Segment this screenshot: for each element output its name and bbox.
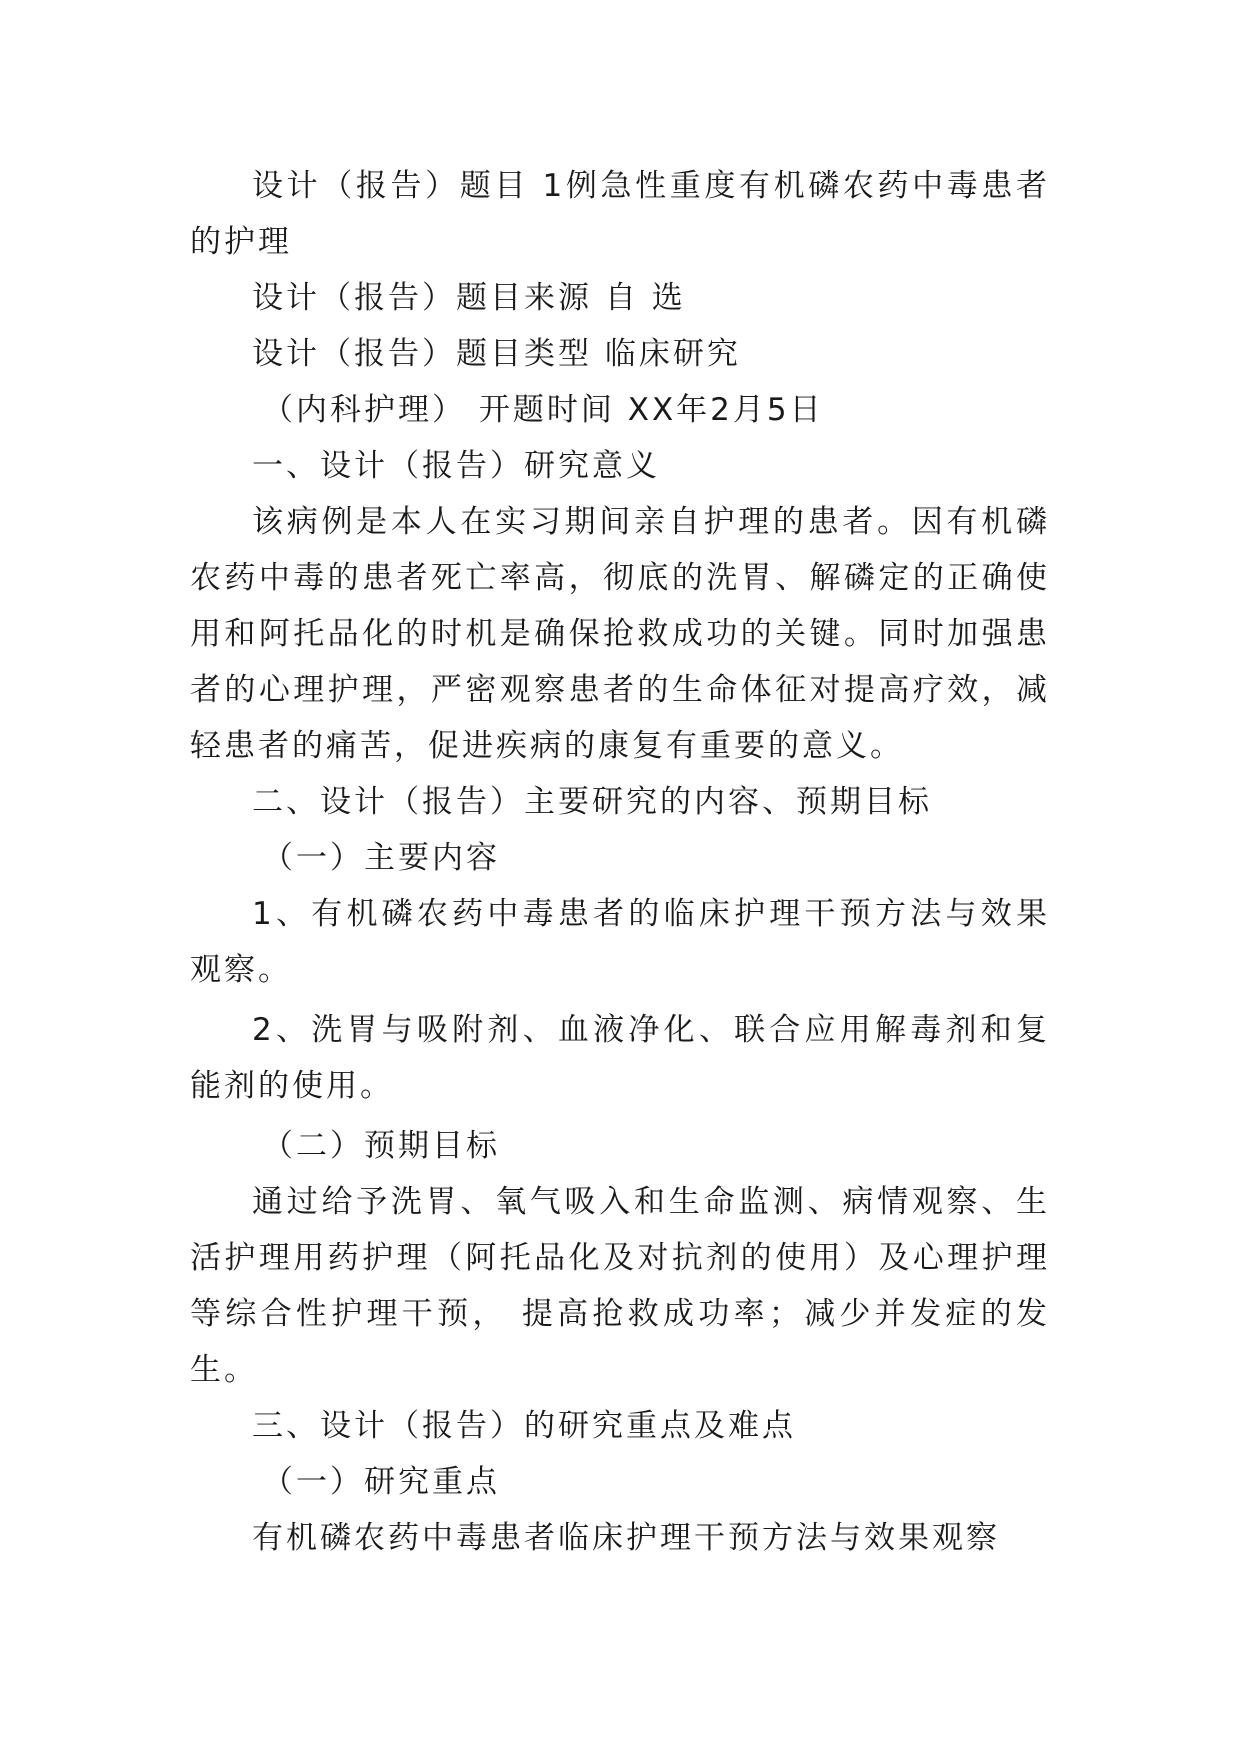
content-item-2: 2、洗胃与吸附剂、血液净化、联合应用解毒剂和复能剂的使用。 (190, 1012, 1050, 1104)
significance-paragraph: 该病例是本人在实习期间亲自护理的患者。因有机磷农药中毒的患者死亡率高，彻底的洗胃、解磷定的正确使用和阿托品化的时机是确保抢救成功的关键。同时加强患者的心理护理，严密观察患者的生命体征对提高疗效，减轻患者的痛苦，促进疾病的康复有重要的意义。 (190, 504, 1050, 764)
subheading-research-focus: （一）研究重点 (262, 1464, 500, 1500)
goals-paragraph: 通过给予洗胃、氧气吸入和生命监测、病情观察、生活护理用药护理（阿托品化及对抗剂的使用）及心理护理等综合性护理干预， 提高抢救成功率；减少并发症的发生。 (190, 1184, 1050, 1388)
report-type-line: 设计（报告）题目类型 临床研究 (252, 336, 741, 372)
section-heading-significance: 一、设计（报告）研究意义 (252, 448, 660, 484)
report-source-line: 设计（报告）题目来源 自 选 (252, 280, 686, 316)
section-heading-content-goals: 二、设计（报告）主要研究的内容、预期目标 (252, 784, 932, 820)
content-item-1: 1、有机磷农药中毒患者的临床护理干预方法与效果观察。 (190, 896, 1050, 988)
research-focus-text: 有机磷农药中毒患者临床护理干预方法与效果观察 (252, 1520, 1000, 1556)
section-heading-key-points: 三、设计（报告）的研究重点及难点 (252, 1408, 796, 1444)
document-body (190, 158, 1050, 1566)
subheading-expected-goals: （二）预期目标 (262, 1128, 500, 1164)
report-title-line: 设计（报告）题目 1例急性重度有机磷农药中毒患者的护理 (190, 168, 1050, 260)
subheading-main-content: （一）主要内容 (262, 840, 500, 876)
start-date-line: （内科护理） 开题时间 XX年2月5日 (262, 392, 824, 428)
